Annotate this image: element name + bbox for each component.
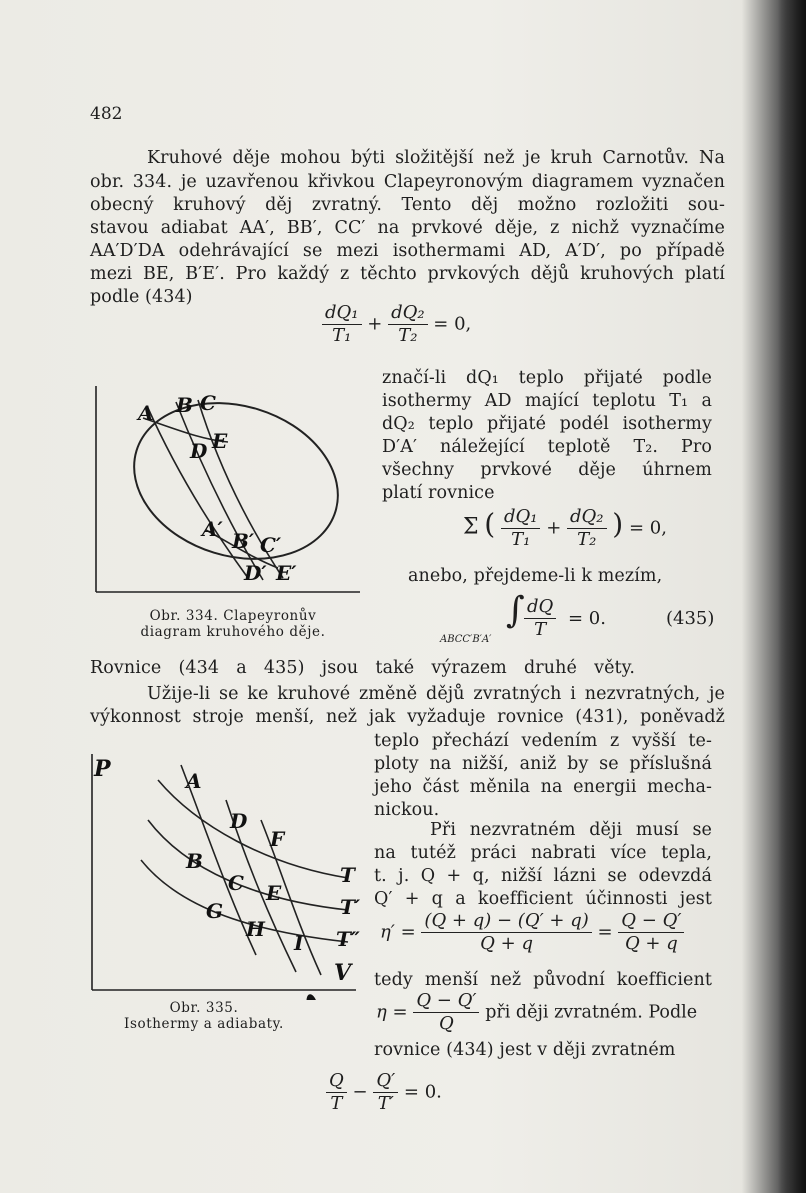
eqlast-num1: Q — [326, 1070, 347, 1093]
fig334-label: A′ — [202, 517, 223, 541]
text-line: obecný kruhový děj zvratný. Tento děj možno rozložiti sou- — [90, 195, 725, 215]
eqlast-minus: − — [352, 1081, 368, 1103]
fig334-caption-line2: diagram kruhového děje. — [140, 624, 326, 640]
eq435-den: T — [534, 619, 547, 640]
text-line: stavou adiabat AA′, BB′, CC′ na prvkové děje, z nichž vyznačíme — [90, 218, 725, 238]
equation-eta-prime — [380, 910, 684, 955]
fig335-caption-line2: Isothermy a adiabaty. — [124, 1016, 284, 1032]
fig335-label: E — [266, 881, 282, 905]
fig334-caption-line1: Obr. 334. Clapeyronův — [149, 608, 317, 624]
text-line: isothermy AD mající teplotu T₁ a — [382, 391, 712, 411]
ink-blot — [305, 993, 320, 1000]
eqsum-rhs: = 0, — [628, 517, 667, 539]
text-line: Kruhové děje mohou býti složitější než je kruh Carnotův. Na — [147, 148, 725, 168]
fig335-label: T″ — [336, 927, 360, 951]
eta-den: Q — [439, 1013, 454, 1034]
equation-sum: Σ ( $\frac{\text{dQ₁}}{\text{T₁}}$ + $\frac{\text{dQ₂}}{\text{T₂}}$ ) = 0, — [463, 506, 667, 550]
eq435-rhs: = 0. — [568, 608, 606, 629]
eqsum-num1: dQ₁ — [501, 506, 541, 529]
sigma-symbol: Σ — [463, 514, 479, 540]
text-line: obr. 334. je uzavřenou křivkou Clapeyronovým diagramem vyznačen — [90, 172, 725, 192]
fig335-label: A — [186, 769, 202, 793]
eta-prime-den1: Q + q — [480, 933, 533, 954]
text-line: Při nezvratném ději musí se — [430, 820, 712, 840]
eq435-label: (435) — [666, 608, 715, 629]
text-line: dQ₂ teplo přijaté podél isothermy — [382, 414, 712, 434]
integral-symbol: ∫ — [506, 590, 525, 631]
text-line: podle (434) — [90, 287, 193, 307]
fig335-label: D — [230, 809, 248, 833]
fig335-axis-v-label: V — [334, 960, 352, 986]
eqsum-den2: T₂ — [577, 529, 597, 550]
eta-lhs: η = — [376, 1001, 408, 1023]
equation-435 — [440, 590, 720, 646]
eq434-num2: dQ₂ — [388, 302, 428, 325]
text-line: na tutéž práci nabrati více tepla, — [374, 843, 712, 863]
page-number: 482 — [90, 104, 123, 124]
eqlast-rhs: = 0. — [403, 1081, 442, 1103]
book-spine-shadow — [778, 0, 806, 1193]
text-line: Rovnice (434 a 435) jsou také výrazem druhé věty. — [90, 658, 635, 678]
text-line: ploty na nižší, aniž by se příslušná — [374, 754, 712, 774]
eta-prime-num1: (Q + q) − (Q′ + q) — [421, 910, 591, 933]
fig335-caption — [104, 1000, 304, 1032]
text-line: Q′ + q a koefficient účinnosti jest — [374, 889, 712, 909]
fig334-label: C — [200, 391, 216, 415]
fig335-label: C — [228, 871, 244, 895]
text-line: anebo, přejdeme-li k mezím, — [408, 566, 663, 586]
eta-prime-num2: Q − Q′ — [618, 910, 684, 933]
text-line: jeho část měnila na energii mecha- — [374, 777, 712, 797]
fig335-label: H — [246, 917, 265, 941]
fig334-label: D — [190, 439, 208, 463]
eq435-subscript: ABCC′B′A′ — [440, 634, 492, 645]
text-line: t. j. Q + q, nižší lázni se odevzdá — [374, 866, 712, 886]
equation-eta — [376, 990, 697, 1035]
fig334-label: E′ — [276, 561, 297, 585]
eq434-rhs: = 0, — [433, 313, 472, 335]
fig334-caption — [118, 608, 348, 640]
figure-334 — [88, 380, 368, 640]
text-line: AA′D′DA odehrávající se mezi isothermami AD, A′D′, po případě — [90, 241, 725, 261]
text-line: tedy menší než původní koefficient — [374, 970, 712, 990]
figure-335 — [86, 750, 376, 1000]
eqsum-num2: dQ₂ — [567, 506, 607, 529]
text-line: platí rovnice — [382, 483, 495, 503]
text-line: značí-li dQ₁ teplo přijaté podle — [382, 368, 712, 388]
eta-prime-mid: = — [597, 921, 613, 943]
eqsum-den1: T₁ — [511, 529, 531, 550]
eta-num: Q − Q′ — [413, 990, 479, 1013]
eta-prime-lhs: η′ = — [380, 921, 416, 943]
eqlast-den1: T — [330, 1093, 343, 1114]
eqlast-num2: Q′ — [373, 1070, 398, 1093]
eq434-num1: dQ₁ — [322, 302, 362, 325]
equation-434: $\frac{\text{dQ₁}}{\text{T₁}}$ + $\frac{\text{dQ₂}}{\text{T₂}}$ = 0, — [322, 302, 471, 347]
fig335-label: F — [270, 827, 285, 851]
fig335-label: T′ — [340, 895, 361, 919]
fig334-label: B — [176, 393, 193, 417]
text-line: D′A′ náležející teplotě T₂. Pro — [382, 437, 712, 457]
text-line: teplo přechází vedením z vyšší te- — [374, 731, 712, 751]
fig334-label: A — [138, 401, 154, 425]
fig335-axis-p-label: P — [94, 756, 111, 782]
text-line: mezi BE, B′E′. Pro každý z těchto prvkových dějů kruhových platí — [90, 264, 725, 284]
text-line: Užije-li se ke kruhové změně dějů zvratných i nezvratných, je — [147, 684, 725, 704]
fig335-label: G — [206, 899, 224, 923]
text-line: výkonnost stroje menší, než jak vyžaduje rovnice (431), poněvadž — [90, 707, 725, 727]
eq434-den2: T₂ — [398, 325, 418, 346]
fig335-label: I — [294, 931, 304, 955]
fig335-label: B — [186, 849, 203, 873]
text-line: všechny prvkové děje úhrnem — [382, 460, 712, 480]
eqlast-den2: T′ — [377, 1093, 394, 1114]
fig334-label: E — [212, 429, 228, 453]
fig334-label: B′ — [232, 529, 255, 553]
fig335-isotherm-T-prime — [148, 820, 348, 910]
eq434-den1: T₁ — [332, 325, 352, 346]
fig334-label: C′ — [260, 533, 282, 557]
fig335-caption-line1: Obr. 335. — [169, 1000, 239, 1016]
text-line: rovnice (434) jest v ději zvratném — [374, 1040, 676, 1060]
text-inline: při ději zvratném. Podle — [485, 1002, 698, 1023]
fig335-label: T — [340, 863, 355, 887]
eq435-num: dQ — [524, 596, 556, 619]
text-line: nickou. — [374, 800, 440, 820]
fig334-label: D′ — [244, 561, 267, 585]
eta-prime-den2: Q + q — [624, 933, 678, 954]
equation-last — [326, 1070, 442, 1115]
